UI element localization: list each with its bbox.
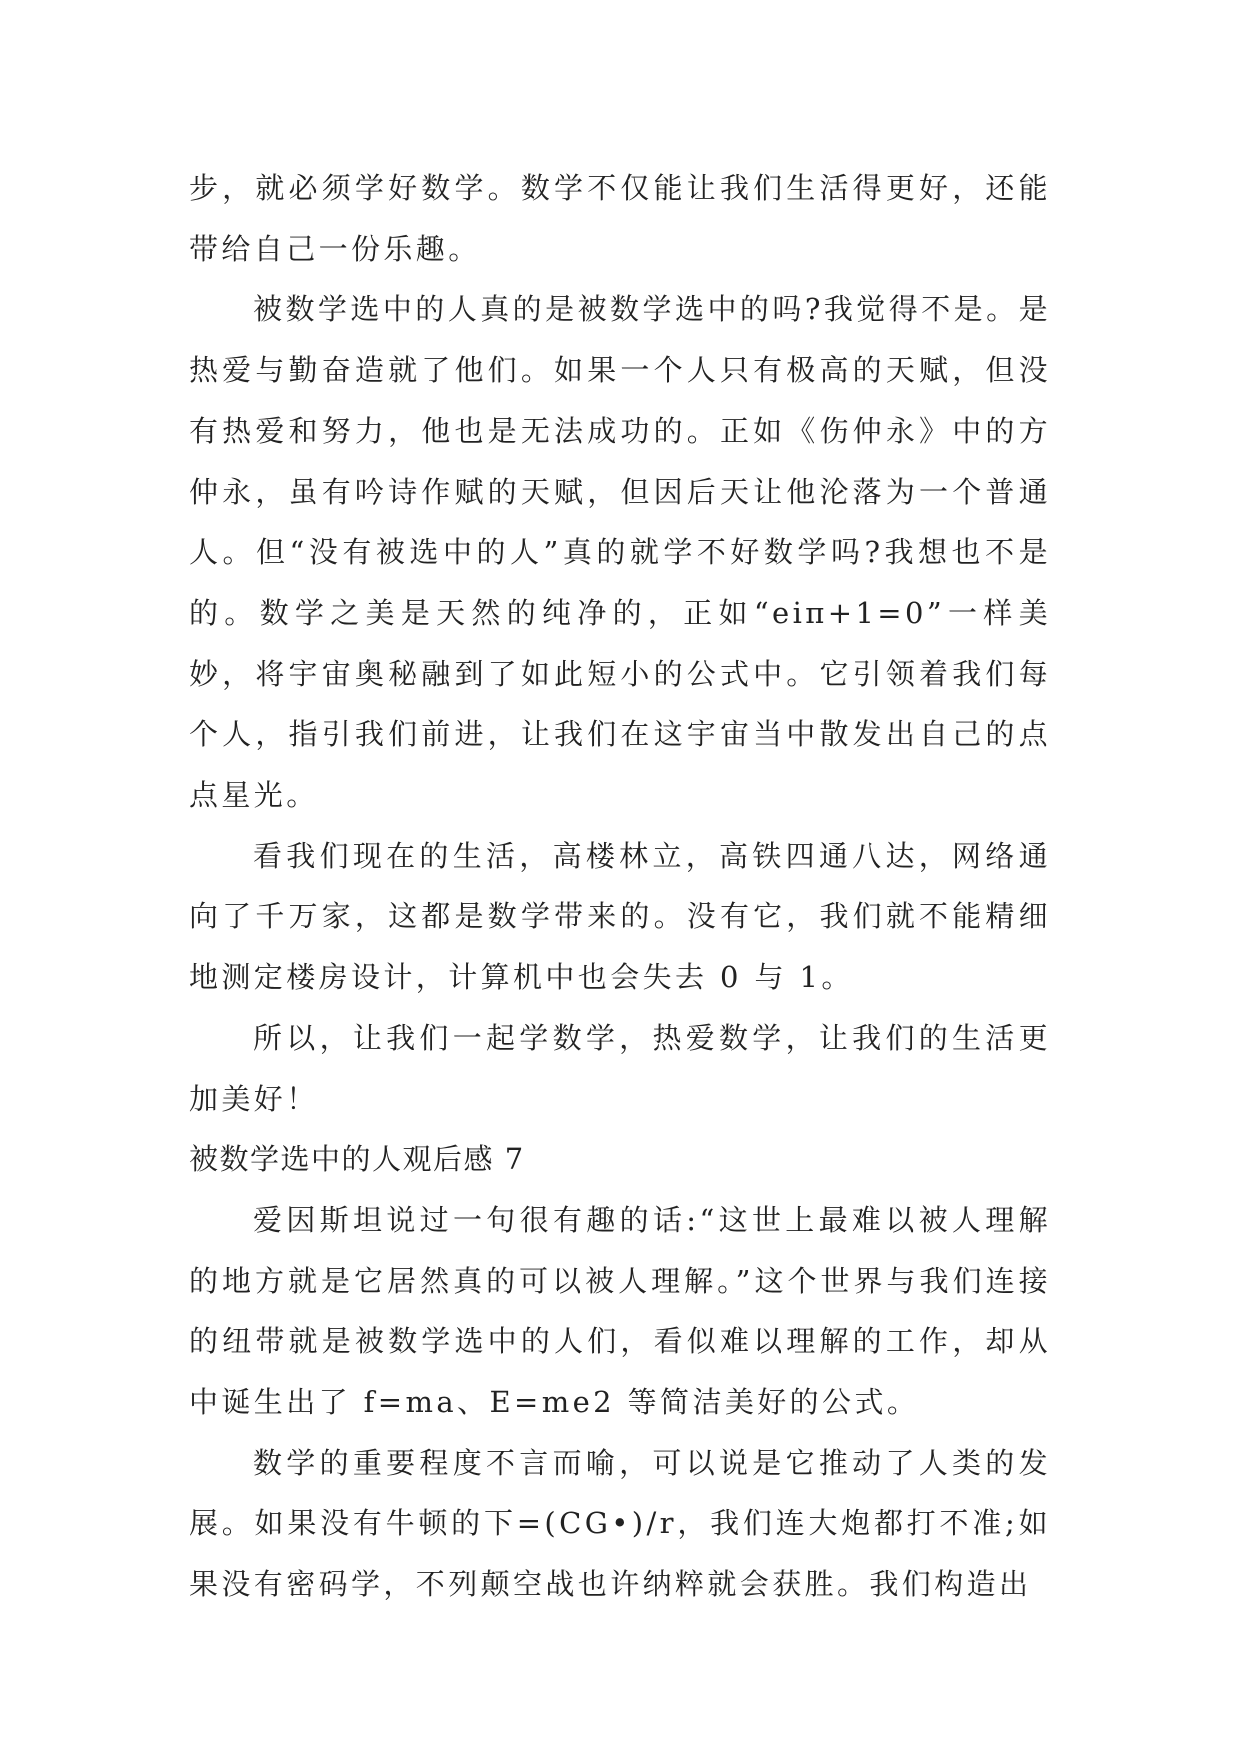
paragraph-modern-life: 看我们现在的生活，高楼林立，高铁四通八达，网络通向了千万家，这都是数学带来的。没有它，我们就不能精细地测定楼房设计，计算机中也会失去 0 与 1。 xyxy=(189,838,1051,995)
paragraph-conclusion: 所以，让我们一起学数学，热爱数学，让我们的生活更加美好！ xyxy=(189,1020,1051,1116)
paragraph-einstein-quote: 爱因斯坦说过一句很有趣的话:“这世上最难以被人理解的地方就是它居然真的可以被人理解。”这个世界与我们连接的纽带就是被数学选中的人们，看似难以理解的工作，却从中诞生出了 f=ma、E=me2 等简洁美好的公式。 xyxy=(189,1202,1051,1420)
paragraph-importance-of-math: 数学的重要程度不言而喻，可以说是它推动了人类的发展。如果没有牛顿的下=(CG•)/r，我们连大炮都打不准;如果没有密码学，不列颠空战也许纳粹就会获胜。我们构造出 xyxy=(189,1445,1051,1602)
paragraph-continuation: 步，就必须学好数学。数学不仅能让我们生活得更好，还能带给自己一份乐趣。 xyxy=(189,171,1051,266)
section-heading: 被数学选中的人观后感 7 xyxy=(189,1142,525,1177)
document-page xyxy=(189,158,1051,1615)
paragraph-chosen-by-math: 被数学选中的人真的是被数学选中的吗?我觉得不是。是热爱与勤奋造就了他们。如果一个人只有极高的天赋，但没有热爱和努力，他也是无法成功的。正如《伤仲永》中的方仲永，虽有吟诗作赋的天赋，但因后天让他沦落为一个普通人。但“没有被选中的人”真的就学不好数学吗?我想也不是的。数学之美是天然的纯净的，正如“eiπ+1=0”一样美妙，将宇宙奥秘融到了如此短小的公式中。它引领着我们每个人，指引我们前进，让我们在这宇宙当中散发出自己的点点星光。 xyxy=(189,292,1051,813)
